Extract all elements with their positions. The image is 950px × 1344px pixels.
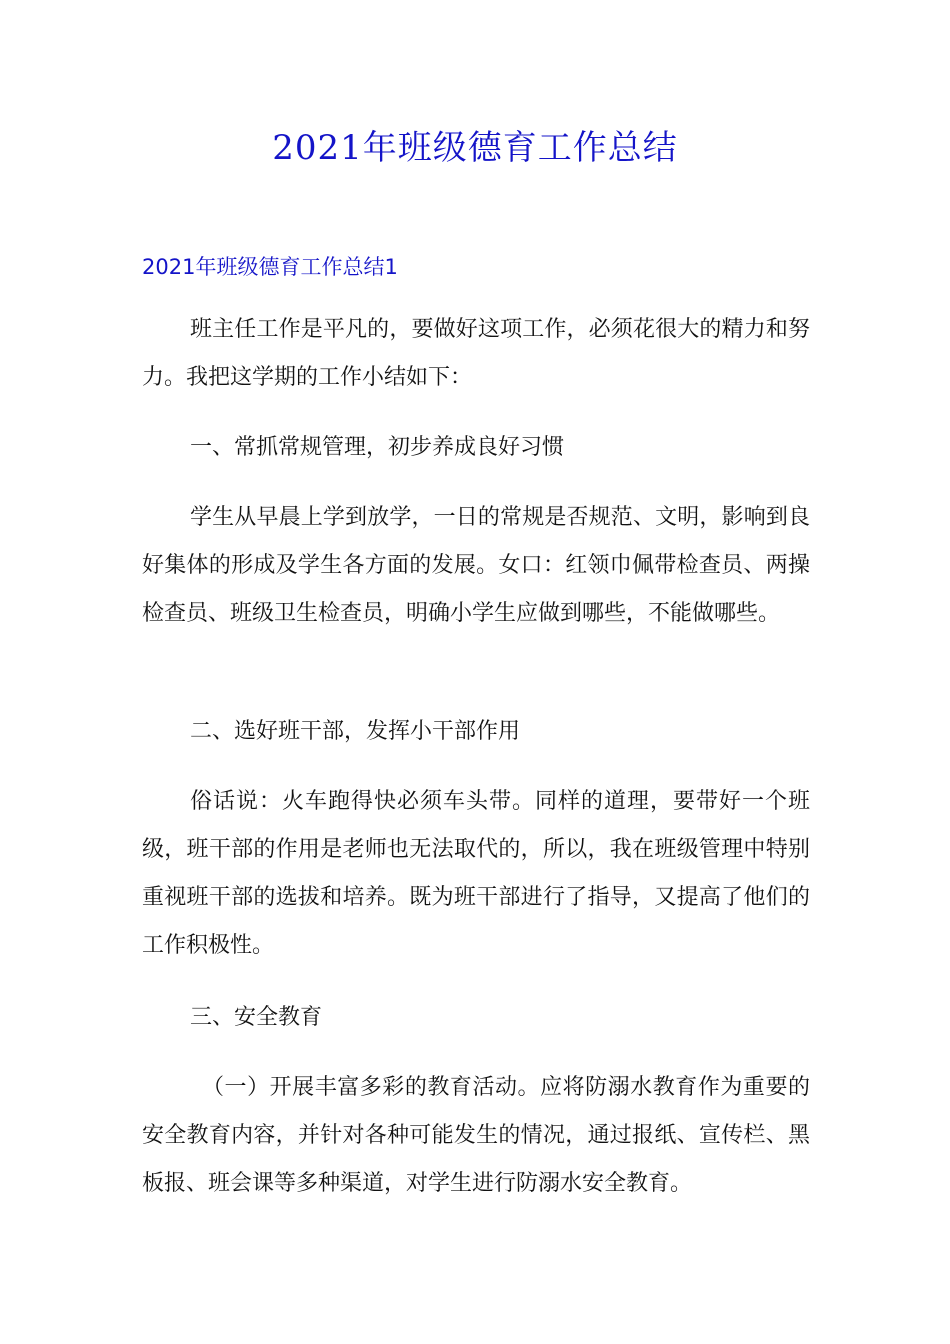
section-heading: 2021年班级德育工作总结1 xyxy=(142,255,398,279)
subheading-one: 一、常抓常规管理，初步养成良好习惯 xyxy=(190,435,565,460)
subheading-two: 二、选好班干部，发挥小干部作用 xyxy=(190,719,521,744)
paragraph-one: 学生从早晨上学到放学，一日的常规是否规范、文明，影响到良好集体的形成及学生各方面的发展。女口：红领巾佩带检查员、两操检查员、班级卫生检查员，明确小学生应做到哪些，不能做哪些。 xyxy=(142,505,810,626)
document-title: 2021年班级德育工作总结 xyxy=(272,128,678,168)
paragraph-three: （一）开展丰富多彩的教育活动。应将防溺水教育作为重要的安全教育内容，并针对各种可能发生的情况，通过报纸、宣传栏、黑板报、班会课等多种渠道，对学生进行防溺水安全教育。 xyxy=(142,1075,810,1196)
subheading-three: 三、安全教育 xyxy=(190,1005,323,1030)
intro-paragraph: 班主任工作是平凡的，要做好这项工作，必须花很大的精力和努力。我把这学期的工作小结如下： xyxy=(142,317,810,390)
paragraph-two: 俗话说：火车跑得快必须车头带。同样的道理，要带好一个班级，班干部的作用是老师也无法取代的，所以，我在班级管理中特别重视班干部的选拔和培养。既为班干部进行了指导，又提高了他们的工作积极性。 xyxy=(142,789,810,958)
